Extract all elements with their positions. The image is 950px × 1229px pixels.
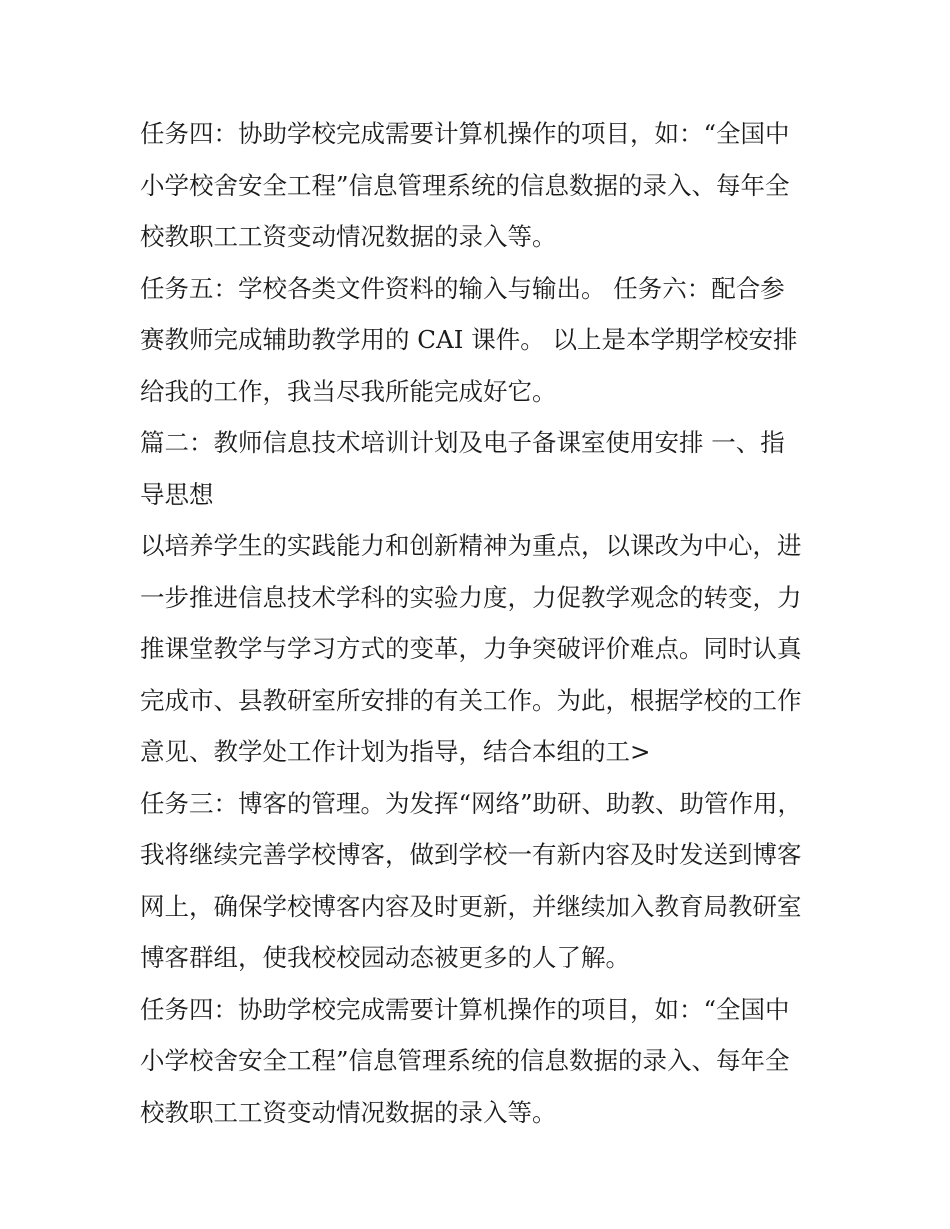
text-line: 任务四：协助学校完成需要计算机操作的项目，如：“全国中 <box>140 119 790 148</box>
paragraph-task-three-blog <box>140 778 816 984</box>
text-line: 给我的工作，我当尽我所能完成好它。 <box>140 376 557 406</box>
text-line: 意见、教学处工作计划为指导，结合本组的工> <box>140 737 651 766</box>
text-line: 我将继续完善学校博客，做到学校一有新内容及时发送到博客 <box>140 840 802 869</box>
text-line: 完成市、县教研室所安排的有关工作。为此，根据学校的工作 <box>140 685 802 715</box>
text-line: 任务三：博客的管理。为发挥“网络”助研、助教、助管作用， <box>140 788 803 818</box>
paragraph-guiding-ideas <box>140 520 816 778</box>
document-body <box>140 108 816 1138</box>
paragraph-section-two-heading <box>140 417 816 520</box>
text-line: 篇二：教师信息技术培训计划及电子备课室使用安排 一、指 <box>140 428 785 457</box>
paragraph-task-four-repeat <box>140 984 816 1139</box>
text-line: 小学校舍安全工程”信息管理系统的信息数据的录入、每年全 <box>140 1046 790 1075</box>
paragraph-task-four <box>140 108 816 263</box>
text-line: 网上，确保学校博客内容及时更新，并继续加入教育局教研室 <box>140 891 802 921</box>
text-line: 导思想 <box>140 479 214 509</box>
text-line: 校教职工工资变动情况数据的录入等。 <box>140 1097 557 1127</box>
text-line: 一步推进信息技术学科的实验力度，力促教学观念的转变，力 <box>140 582 802 612</box>
text-line: 以培养学生的实践能力和创新精神为重点，以课改为中心，进 <box>140 531 802 560</box>
text-line: 推课堂教学与学习方式的变革，力争突破评价难点。同时认真 <box>140 634 802 663</box>
paragraph-task-five-six <box>140 263 816 418</box>
text-line: 任务四：协助学校完成需要计算机操作的项目，如：“全国中 <box>140 994 790 1024</box>
text-line: 博客群组，使我校校园动态被更多的人了解。 <box>140 943 630 972</box>
text-line: 小学校舍安全工程”信息管理系统的信息数据的录入、每年全 <box>140 170 790 200</box>
text-line: 赛教师完成辅助教学用的 CAI 课件。 以上是本学期学校安排 <box>140 325 798 354</box>
text-line: 任务五：学校各类文件资料的输入与输出。 任务六：配合参 <box>140 273 785 303</box>
text-line: 校教职工工资变动情况数据的录入等。 <box>140 222 557 251</box>
